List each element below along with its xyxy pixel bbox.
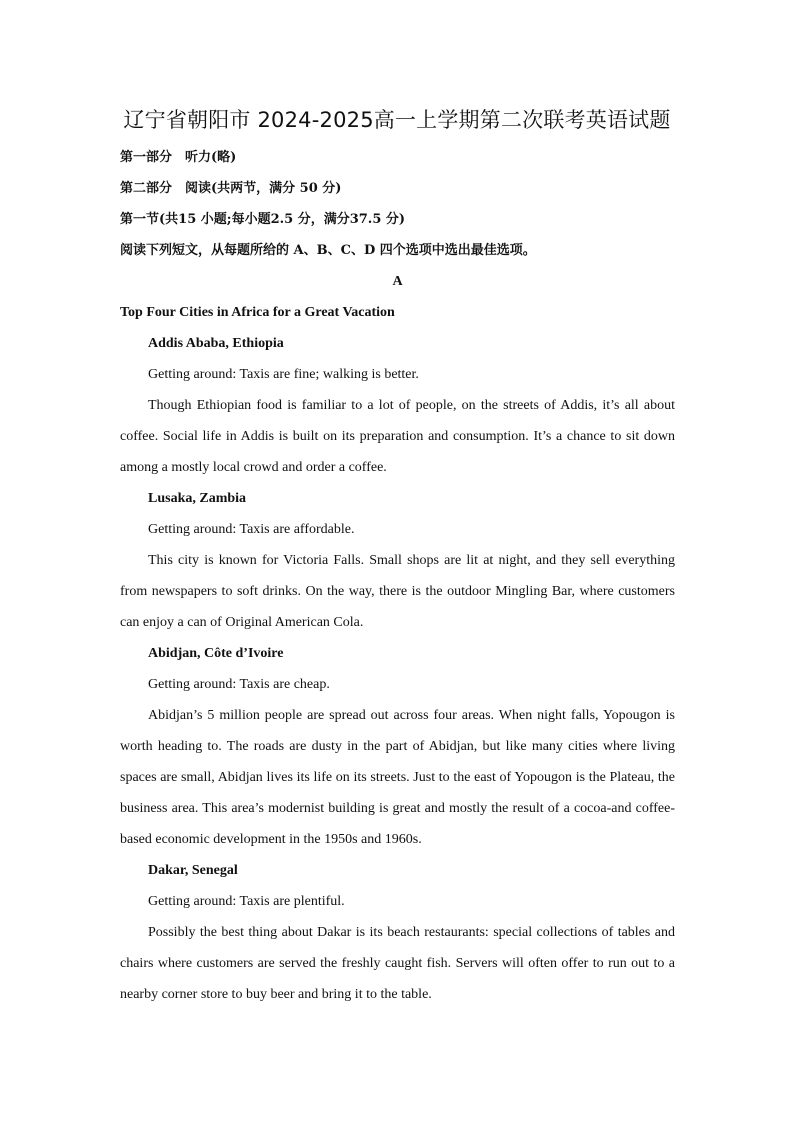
city-description: Though Ethiopian food is familiar to a lot of people, on the streets of Addis, it’s all about coffee. Social life in Addis is built on its preparation and consumption. It’s a chance to sit down among a mostly local crowd and order a coffee. <box>120 398 675 475</box>
part-one-heading: 第一部分 听力(略) <box>120 150 237 165</box>
exam-content <box>120 142 675 1010</box>
getting-around: Getting around: Taxis are plentiful. <box>148 894 345 909</box>
city-section-abidjan <box>120 638 675 855</box>
getting-around: Getting around: Taxis are affordable. <box>148 522 355 537</box>
city-section-dakar <box>120 855 675 1010</box>
page-title: 辽宁省朝阳市 2024-2025高一上学期第二次联考英语试题 <box>123 108 671 132</box>
instruction-text: 阅读下列短文，从每题所给的 A、B、C、D 四个选项中选出最佳选项。 <box>120 243 536 258</box>
city-description: Possibly the best thing about Dakar is its beach restaurants: special collections of tables and chairs where customers are served the freshly caught fish. Servers will often offer to run out to a nearby corner store to buy beer and bring it to the table. <box>120 925 675 1002</box>
passage-label: A <box>392 274 403 289</box>
city-name: Dakar, Senegal <box>148 863 238 878</box>
getting-around: Getting around: Taxis are cheap. <box>148 677 330 692</box>
city-section-addis <box>120 328 675 483</box>
city-description: Abidjan’s 5 million people are spread out across four areas. When night falls, Yopougon is worth heading to. The roads are dusty in the part of Abidjan, but like many cities where living spaces are small, Abidjan lives its life on its streets. Just to the east of Yopougon is the Plateau, the business area. This area’s modernist building is great and mostly the result of a cocoa-and coffee-based economic development in the 1950s and 1960s. <box>120 708 675 847</box>
city-description: This city is known for Victoria Falls. Small shops are lit at night, and they sell everything from newspapers to soft drinks. On the way, there is the outdoor Mingling Bar, where customers can enjoy a can of Original American Cola. <box>120 553 675 630</box>
section-one-heading: 第一节(共15 小题;每小题2.5 分，满分37.5 分) <box>120 212 406 227</box>
city-section-lusaka <box>120 483 675 638</box>
part-two-heading: 第二部分 阅读(共两节，满分 50 分) <box>120 181 342 196</box>
city-name: Addis Ababa, Ethiopia <box>148 336 284 351</box>
city-name: Lusaka, Zambia <box>148 491 247 506</box>
city-name: Abidjan, Côte d’Ivoire <box>148 646 284 661</box>
getting-around: Getting around: Taxis are fine; walking is better. <box>148 367 419 382</box>
passage-heading: Top Four Cities in Africa for a Great Vacation <box>120 305 395 320</box>
